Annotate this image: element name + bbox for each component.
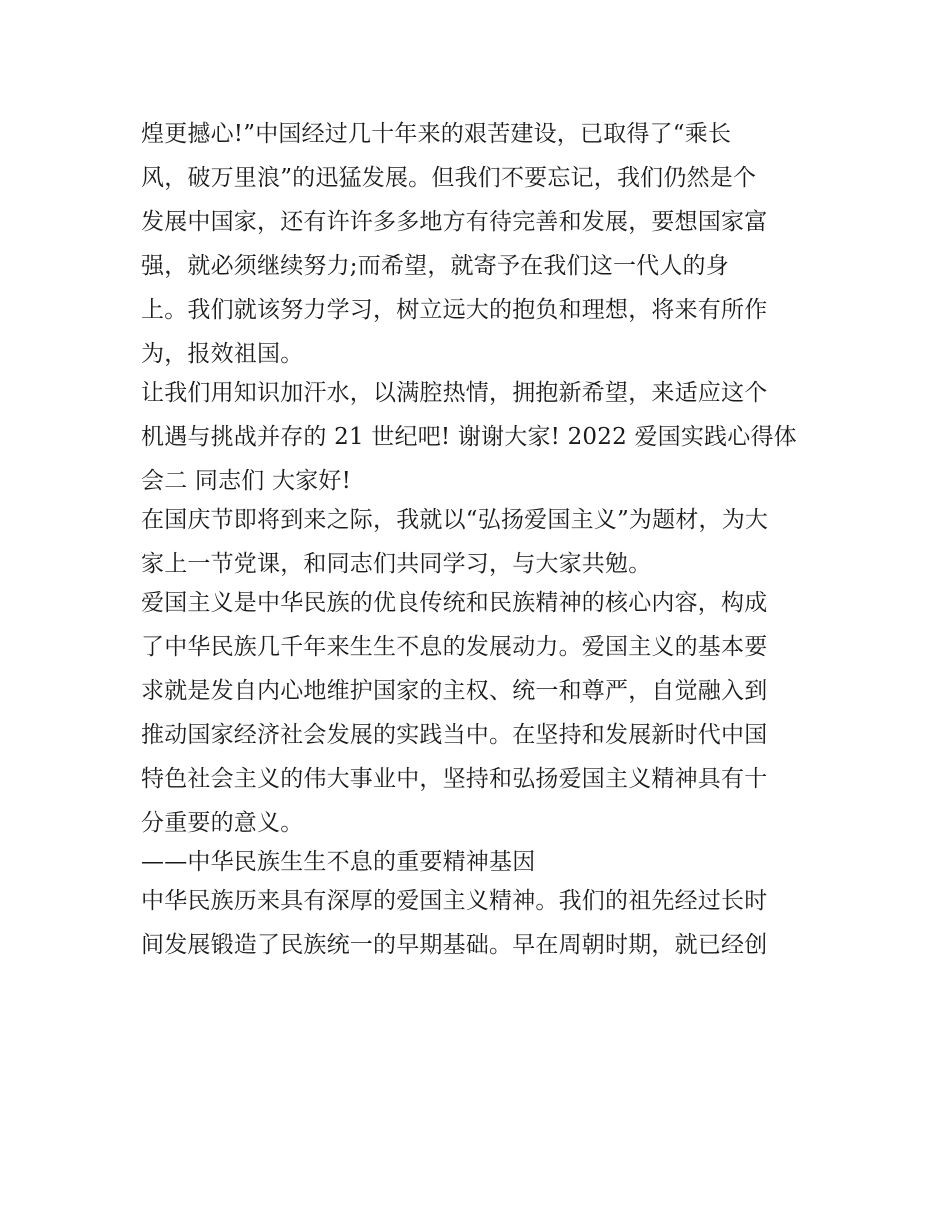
text-line: 了中华民族几千年来生生不息的发展动力。爱国主义的基本要 [141,634,768,660]
section-heading: ——中华民族生生不息的重要精神基因 [141,849,536,875]
text-line: 强，就必须继续努力;而希望，就寄予在我们这一代人的身 [141,253,729,279]
text-line: 推动国家经济社会发展的实践当中。在坚持和发展新时代中国 [141,722,768,748]
text-line: 中华民族历来具有深厚的爱国主义精神。我们的祖先经过长时 [141,888,768,914]
text-line: 让我们用知识加汗水，以满腔热情，拥抱新希望，来适应这个 [141,380,768,406]
text-line: 煌更撼心!”中国经过几十年来的艰苦建设，已取得了“乘长 [141,121,732,147]
text-line: 特色社会主义的伟大事业中，坚持和弘扬爱国主义精神具有十 [141,766,768,792]
text-line: 家上一节党课，和同志们共同学习，与大家共勉。 [141,551,652,577]
text-line: 发展中国家，还有许许多多地方有待完善和发展，要想国家富 [141,209,768,235]
text-line: 分重要的意义。 [141,810,304,836]
document-body [141,112,821,967]
text-line: 爱国主义是中华民族的优良传统和民族精神的核心内容，构成 [141,590,768,616]
text-line: 会二 同志们 大家好! [141,468,352,494]
text-line: 为，报效祖国。 [141,341,304,367]
text-line: 求就是发自内心地维护国家的主权、统一和尊严，自觉融入到 [141,678,768,704]
text-line: 风，破万里浪”的迅猛发展。但我们不要忘记，我们仍然是个 [141,165,757,191]
text-line: 上。我们就该努力学习，树立远大的抱负和理想，将来有所作 [141,297,768,323]
text-line: 在国庆节即将到来之际，我就以“弘扬爱国主义”为题材，为大 [141,507,769,533]
text-line: 机遇与挑战并存的 21 世纪吧! 谢谢大家! 2022 爱国实践心得体 [141,424,797,450]
text-line: 间发展锻造了民族统一的早期基础。早在周朝时期，就已经创 [141,932,768,958]
